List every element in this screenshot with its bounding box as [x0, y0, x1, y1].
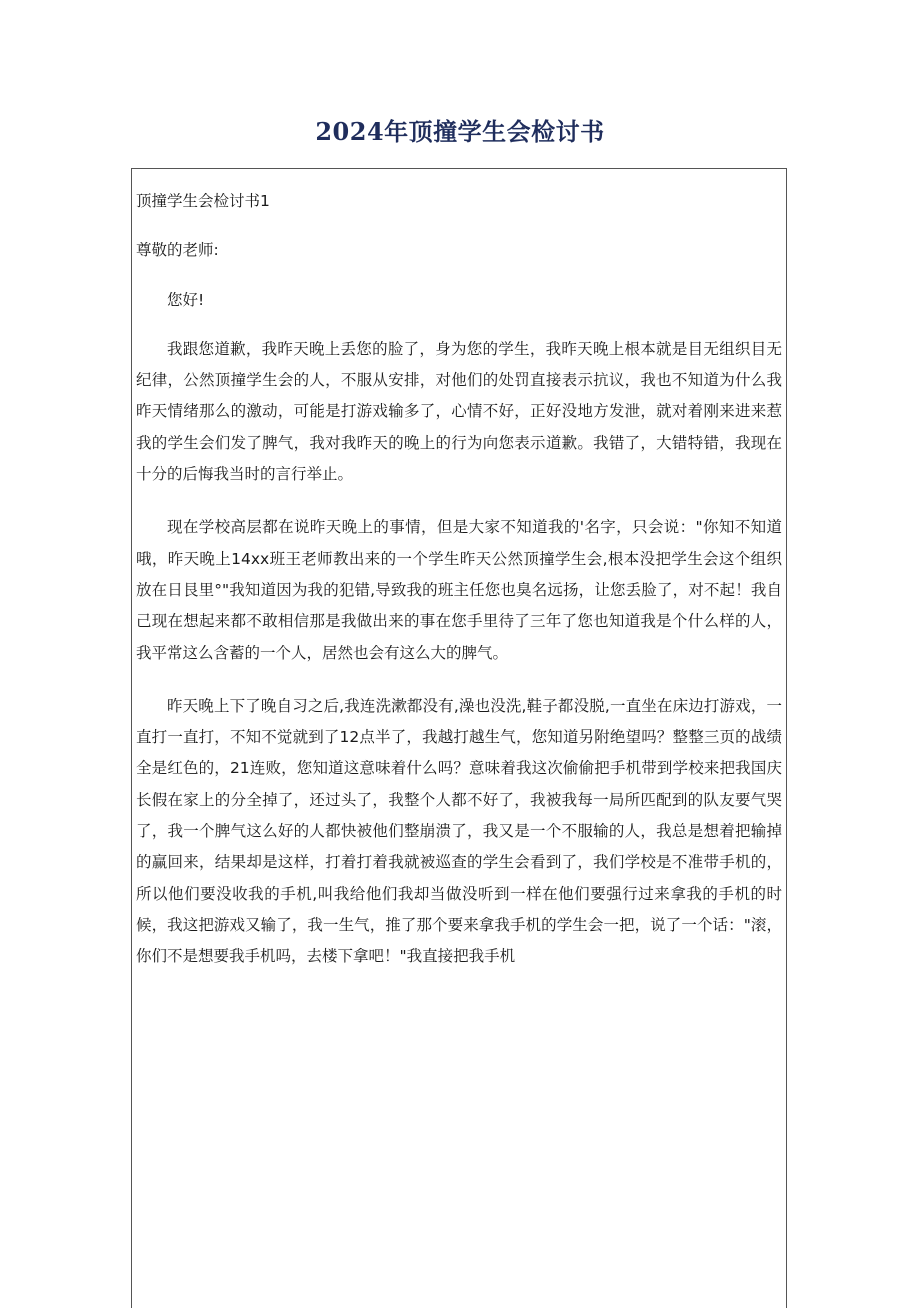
document-title: 2024年顶撞学生会检讨书 [315, 117, 605, 146]
salutation: 尊敬的老师: [136, 241, 219, 260]
paragraph: 我跟您道歉，我昨天晚上丢您的脸了，身为您的学生，我昨天晚上根本就是目无组织目无纪律，公然顶撞学生会的人，不服从安排，对他们的处罚直接表示抗议，我也不知道为什么我昨天情绪那么的激动，可能是打游戏输多了，心情不好，正好没地方发泄，就对着刚来进来惹我的学生会们发了脾气，我对我昨天的晚上的行为向您表示道歉。我错了，大错特错，我现在十分的后悔我当时的言行举止。 [136, 339, 782, 484]
paragraph: 昨天晚上下了晚自习之后,我连洗漱都没有,澡也没洗,鞋子都没脱,一直坐在床边打游戏，一直打一直打，不知不觉就到了12点半了，我越打越生气，您知道另附绝望吗？整整三页的战绩全是红色的，21连败，您知道这意味着什么吗？意味着我这次偷偷把手机带到学校来把我国庆长假在家上的分全掉了，还过头了，我整个人都不好了，我被我每一局所匹配到的队友要气哭了，我一个脾气这么好的人都快被他们整崩溃了，我又是一个不服输的人，我总是想着把输掉的赢回来，结果却是这样，打着打着我就被巡查的学生会看到了，我们学校是不准带手机的，所以他们要没收我的手机,叫我给他们我却当做没听到一样在他们要强行过来拿我的手机的时候，我这把游戏又输了，我一生气，推了那个要来拿我手机的学生会一把，说了一个话："滚，你们不是想要我手机吗，去楼下拿吧！"我直接把我手机 [136, 696, 782, 966]
section-heading: 顶撞学生会检讨书1 [136, 192, 270, 210]
document-body [136, 186, 782, 995]
paragraph: 现在学校高层都在说昨天晚上的事情，但是大家不知道我的'名字，只会说："你知不知道哦，昨天晚上14xx班王老师教出来的一个学生昨天公然顶撞学生会,根本没把学生会这个组织放在日艮里°"我知道因为我的犯错,导致我的班主任您也臭名远扬，让您丢脸了，对不起！我自己现在想起来都不敢相信那是我做出来的事在您手里待了三年了您也知道我是个什么样的人，我平常这么含蓄的一个人，居然也会有这么大的脾气。 [136, 518, 782, 662]
greeting: 您好! [167, 290, 205, 309]
